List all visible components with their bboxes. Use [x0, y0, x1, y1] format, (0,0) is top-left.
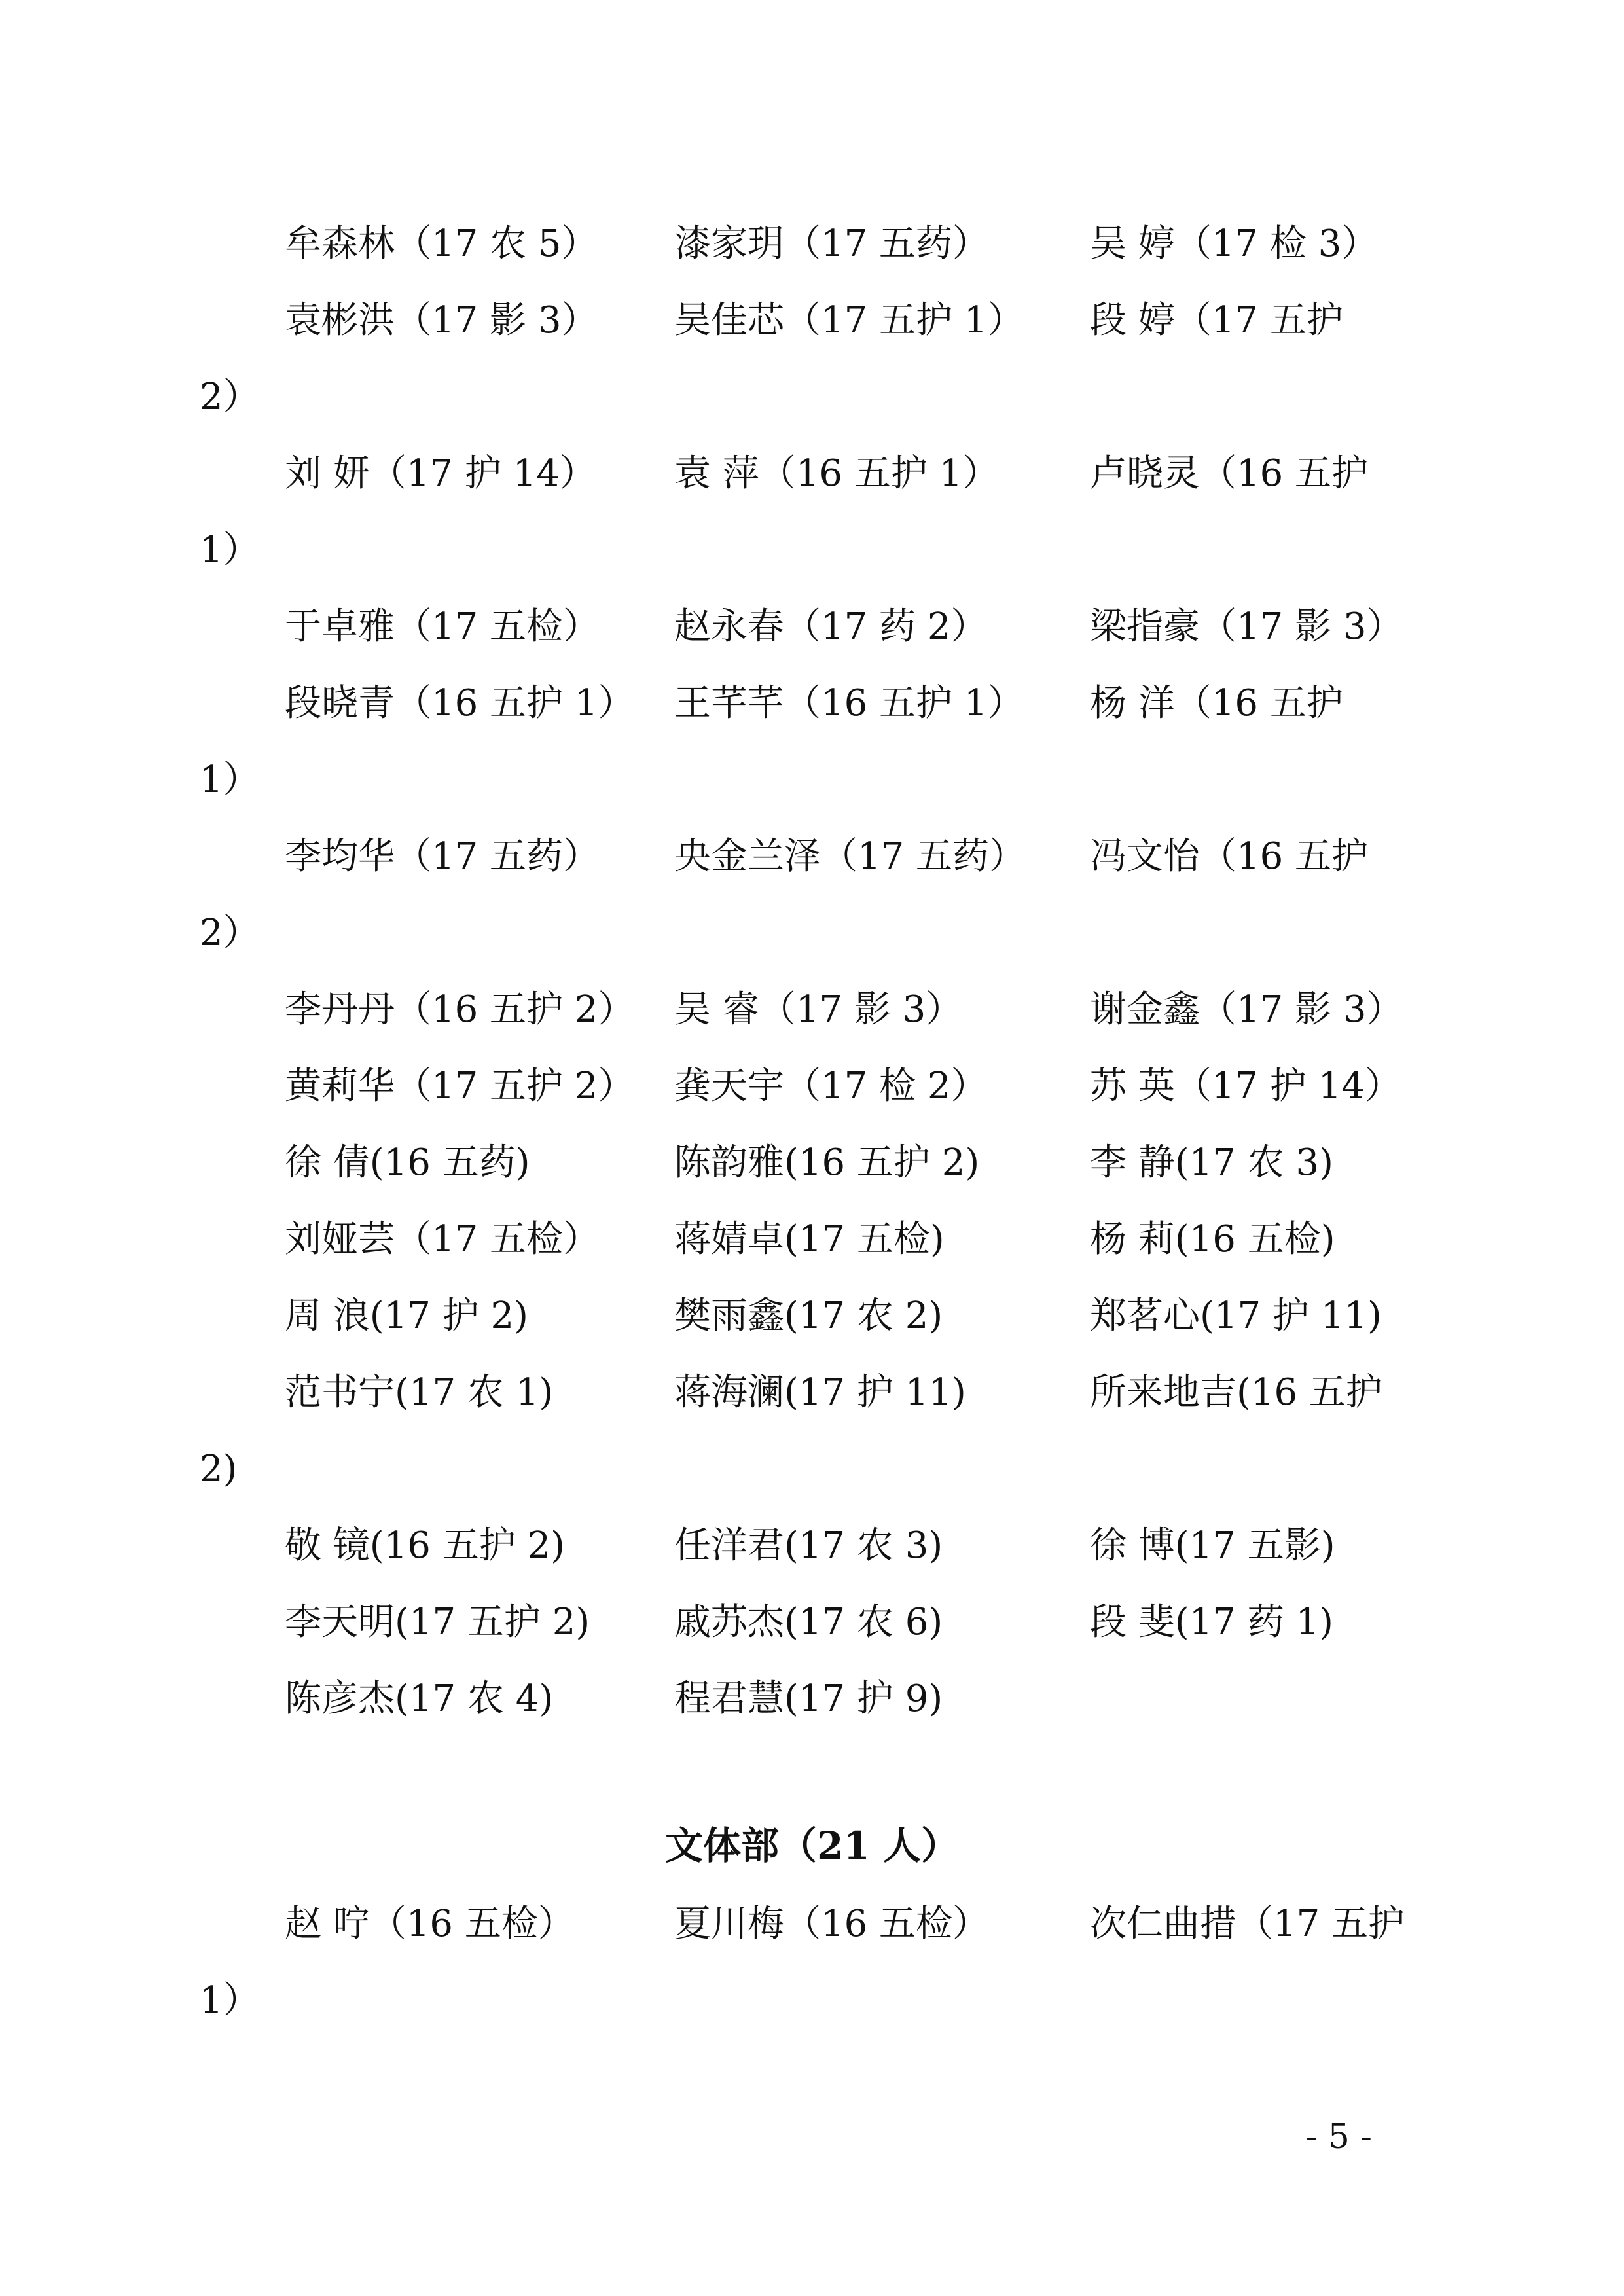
roster-line-13 [0, 1510, 1624, 1582]
name-entry: 李 静(17 农 3) [1090, 1141, 1333, 1184]
section-line-1 [0, 1888, 1624, 1960]
name-entry: 吴 婷（17 检 3） [1090, 223, 1379, 265]
name-entry: 梁指豪（17 影 3） [1090, 605, 1403, 648]
roster-line-3 [0, 438, 1624, 510]
name-entry: 刘娅芸（17 五检） [285, 1218, 600, 1261]
name-entry: 周 浪(17 护 2) [285, 1295, 528, 1337]
name-entry: 于卓雅（17 五检） [285, 605, 600, 648]
name-entry: 徐 博(17 五影) [1090, 1524, 1335, 1567]
name-entry: 段 婷（17 五护 [1090, 299, 1343, 342]
name-entry: 苏 英（17 护 14） [1090, 1065, 1401, 1107]
wrapped-text: 2) [200, 1448, 238, 1490]
name-entry: 戚苏杰(17 农 6) [674, 1601, 943, 1643]
name-entry: 杨 洋（16 五护 [1090, 682, 1343, 725]
roster-line-9 [0, 1127, 1624, 1199]
wrapped-text: 2） [200, 376, 260, 418]
name-entry: 李天明(17 五护 2) [285, 1601, 590, 1643]
name-entry: 吴佳芯（17 五护 1） [674, 299, 1024, 342]
name-entry: 樊雨鑫(17 农 2) [674, 1295, 943, 1337]
name-entry: 郑茗心(17 护 11) [1090, 1295, 1382, 1337]
name-entry: 段 斐(17 药 1) [1090, 1601, 1333, 1643]
roster-line-7 [0, 974, 1624, 1046]
name-entry: 袁 萍（16 五护 1） [674, 452, 1000, 495]
roster-line-2 [0, 285, 1624, 357]
roster-line-12-wrap [0, 1433, 1624, 1505]
name-entry: 刘 妍（17 护 14） [285, 452, 596, 495]
name-entry: 杨 莉(16 五检) [1090, 1218, 1335, 1261]
name-entry: 牟森林（17 农 5） [285, 223, 598, 265]
name-entry: 袁彬洪（17 影 3） [285, 299, 598, 342]
roster-line-6 [0, 821, 1624, 893]
roster-line-4 [0, 591, 1624, 663]
name-entry: 李均华（17 五药） [285, 835, 600, 878]
roster-line-5-wrap [0, 744, 1624, 816]
wrapped-text: 2） [200, 912, 260, 954]
name-entry: 任洋君(17 农 3) [674, 1524, 943, 1567]
name-entry: 冯文怡（16 五护 [1090, 835, 1369, 878]
roster-line-12 [0, 1357, 1624, 1429]
name-entry: 夏川梅（16 五检） [674, 1903, 990, 1945]
name-entry: 范书宁(17 农 1) [285, 1371, 554, 1414]
wrapped-text: 1） [200, 1979, 260, 2022]
roster-line-14 [0, 1587, 1624, 1659]
wrapped-text: 1） [200, 529, 260, 571]
name-entry: 黄莉华（17 五护 2） [285, 1065, 635, 1107]
name-entry: 谢金鑫（17 影 3） [1090, 988, 1403, 1031]
roster-line-5 [0, 668, 1624, 740]
roster-line-3-wrap [0, 514, 1624, 586]
roster-line-1 [0, 208, 1624, 280]
name-entry: 龚天宇（17 检 2） [674, 1065, 988, 1107]
roster-line-15 [0, 1663, 1624, 1735]
roster-line-8 [0, 1050, 1624, 1122]
roster-line-11 [0, 1280, 1624, 1352]
name-entry: 卢晓灵（16 五护 [1090, 452, 1369, 495]
section-heading: 文体部（21 人） [665, 1823, 959, 1868]
wrapped-text: 1） [200, 759, 260, 801]
roster-line-10 [0, 1204, 1624, 1276]
name-entry: 蒋婧卓(17 五检) [674, 1218, 945, 1261]
name-entry: 陈彦杰(17 农 4) [285, 1677, 554, 1720]
name-entry: 王芊芊（16 五护 1） [674, 682, 1024, 725]
name-entry: 蒋海澜(17 护 11) [674, 1371, 966, 1414]
name-entry: 漆家玥（17 五药） [674, 223, 990, 265]
name-entry: 所来地吉(16 五护 [1090, 1371, 1382, 1414]
name-entry: 赵 咛（16 五检） [285, 1903, 575, 1945]
name-entry: 赵永春（17 药 2） [674, 605, 988, 648]
name-entry: 陈韵雅(16 五护 2) [674, 1141, 980, 1184]
name-entry: 段晓青（16 五护 1） [285, 682, 635, 725]
name-entry: 央金兰泽（17 五药） [674, 835, 1026, 878]
roster-line-6-wrap [0, 897, 1624, 969]
name-entry: 敬 镜(16 五护 2) [285, 1524, 565, 1567]
name-entry: 次仁曲措（17 五护 [1090, 1903, 1405, 1945]
name-entry: 吴 睿（17 影 3） [674, 988, 963, 1031]
roster-line-2-wrap [0, 361, 1624, 433]
section-line-1-wrap [0, 1965, 1624, 2037]
name-entry: 李丹丹（16 五护 2） [285, 988, 635, 1031]
name-entry: 徐 倩(16 五药) [285, 1141, 530, 1184]
name-entry: 程君慧(17 护 9) [674, 1677, 943, 1720]
page-number: - 5 - [1305, 2117, 1372, 2157]
